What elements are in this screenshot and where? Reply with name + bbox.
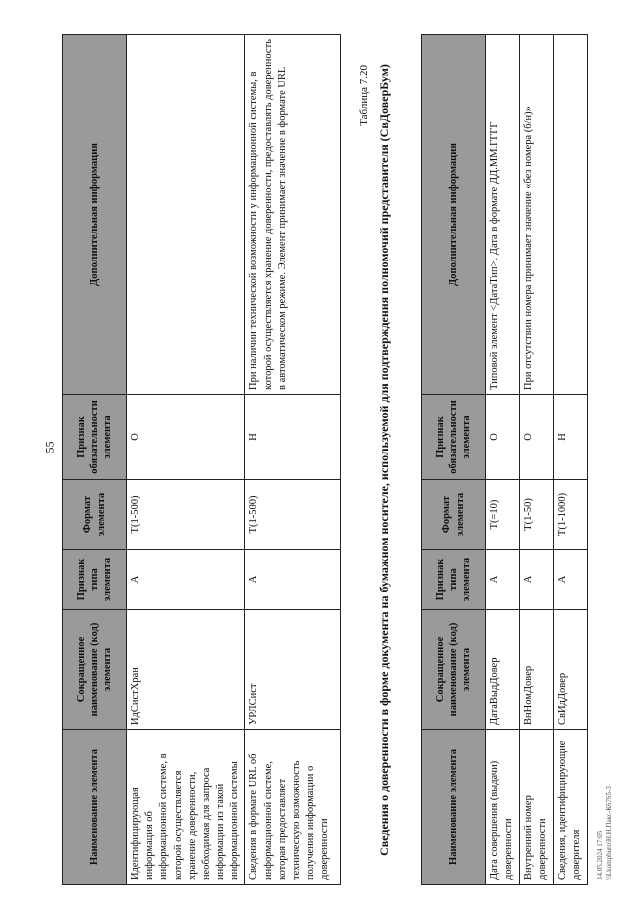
cell-required: Н (245, 395, 341, 480)
table-label: Таблица 7.20 (358, 65, 370, 126)
table-row (554, 35, 588, 885)
cell-format: Т(1-500) (127, 480, 245, 550)
cell-type: А (245, 550, 341, 610)
cell-format: T(1-1000) (554, 480, 588, 550)
cell-format: T(=10) (486, 480, 520, 550)
cell-type: А (127, 550, 245, 610)
header-type: Признак типа элемента (422, 550, 486, 610)
cell-info (127, 35, 245, 395)
header-code: Сокращенное наименование (код) элемента (63, 610, 127, 730)
header-format: Формат элемента (422, 480, 486, 550)
cell-info (554, 35, 588, 395)
footer-date: 14.05.2024 17:05 (596, 830, 604, 880)
cell-name: Дата совершения (выдачи) доверенности (486, 730, 520, 885)
cell-code: ДатаВыдДовер (486, 610, 520, 730)
table-row (127, 35, 245, 885)
header-name: Наименование элемента (422, 730, 486, 885)
header-required: Признак обязательности элемента (422, 395, 486, 480)
cell-name: Идентифицирующая информация об информационной системе, в которой осуществляется хранение доверенности, необходимая для запроса информации из такой информационной системы (127, 730, 245, 885)
header-required: Признак обязательности элемента (63, 395, 127, 480)
rotated-page-content (40, 35, 600, 885)
header-info: Дополнительная информация (422, 35, 486, 395)
table-1 (62, 34, 341, 885)
cell-type: А (520, 550, 554, 610)
page-number: 55 (42, 441, 57, 454)
table-1-header-row (63, 35, 127, 885)
footer-path: \\Lkompburo\Н.Н.Пакс-К6765-3 (605, 786, 614, 880)
cell-code: ВнНомДовер (520, 610, 554, 730)
cell-required: О (127, 395, 245, 480)
cell-type: А (486, 550, 520, 610)
cell-code: ИдСистХран (127, 610, 245, 730)
header-format: Формат элемента (63, 480, 127, 550)
cell-format: T(1-50) (520, 480, 554, 550)
cell-format: Т(1-500) (245, 480, 341, 550)
cell-code: УРЛСист (245, 610, 341, 730)
cell-name: Внутренний номер доверенности (520, 730, 554, 885)
table-2 (421, 34, 588, 885)
cell-required: Н (554, 395, 588, 480)
table-2-header-row (422, 35, 486, 885)
header-name: Наименование элемента (63, 730, 127, 885)
cell-info: Типовой элемент <ДатаТип>. Дата в формате ДД.ММ.ГГГГ (486, 35, 520, 395)
cell-required: О (520, 395, 554, 480)
cell-info: При отсутствии номера принимает значение «без номера (б/н)» (520, 35, 554, 395)
cell-name: Сведения в формате URL об информационной системе, которая предоставляет техническую возможность получения информации о доверенности (245, 730, 341, 885)
table-caption: Сведения о доверенности в форме документа на бумажном носителе, используемой для подтверждения полномочий представителя (СвДоверБум) (377, 64, 391, 856)
header-info: Дополнительная информация (63, 35, 127, 395)
cell-code: СвИдДовер (554, 610, 588, 730)
header-type: Признак типа элемента (63, 550, 127, 610)
cell-required: О (486, 395, 520, 480)
cell-info: При наличии технической возможности у информационной системы, в которой осуществляется хранение доверенности, предоставлять доверенность в автоматическом режиме. Элемент принимает значение в формате URL (245, 35, 341, 395)
table-row (245, 35, 341, 885)
table-row (520, 35, 554, 885)
header-code: Сокращенное наименование (код) элемента (422, 610, 486, 730)
footer-stamp (596, 720, 614, 880)
table-row (486, 35, 520, 885)
cell-type: А (554, 550, 588, 610)
cell-name: Сведения, идентифицирующие доверителя (554, 730, 588, 885)
